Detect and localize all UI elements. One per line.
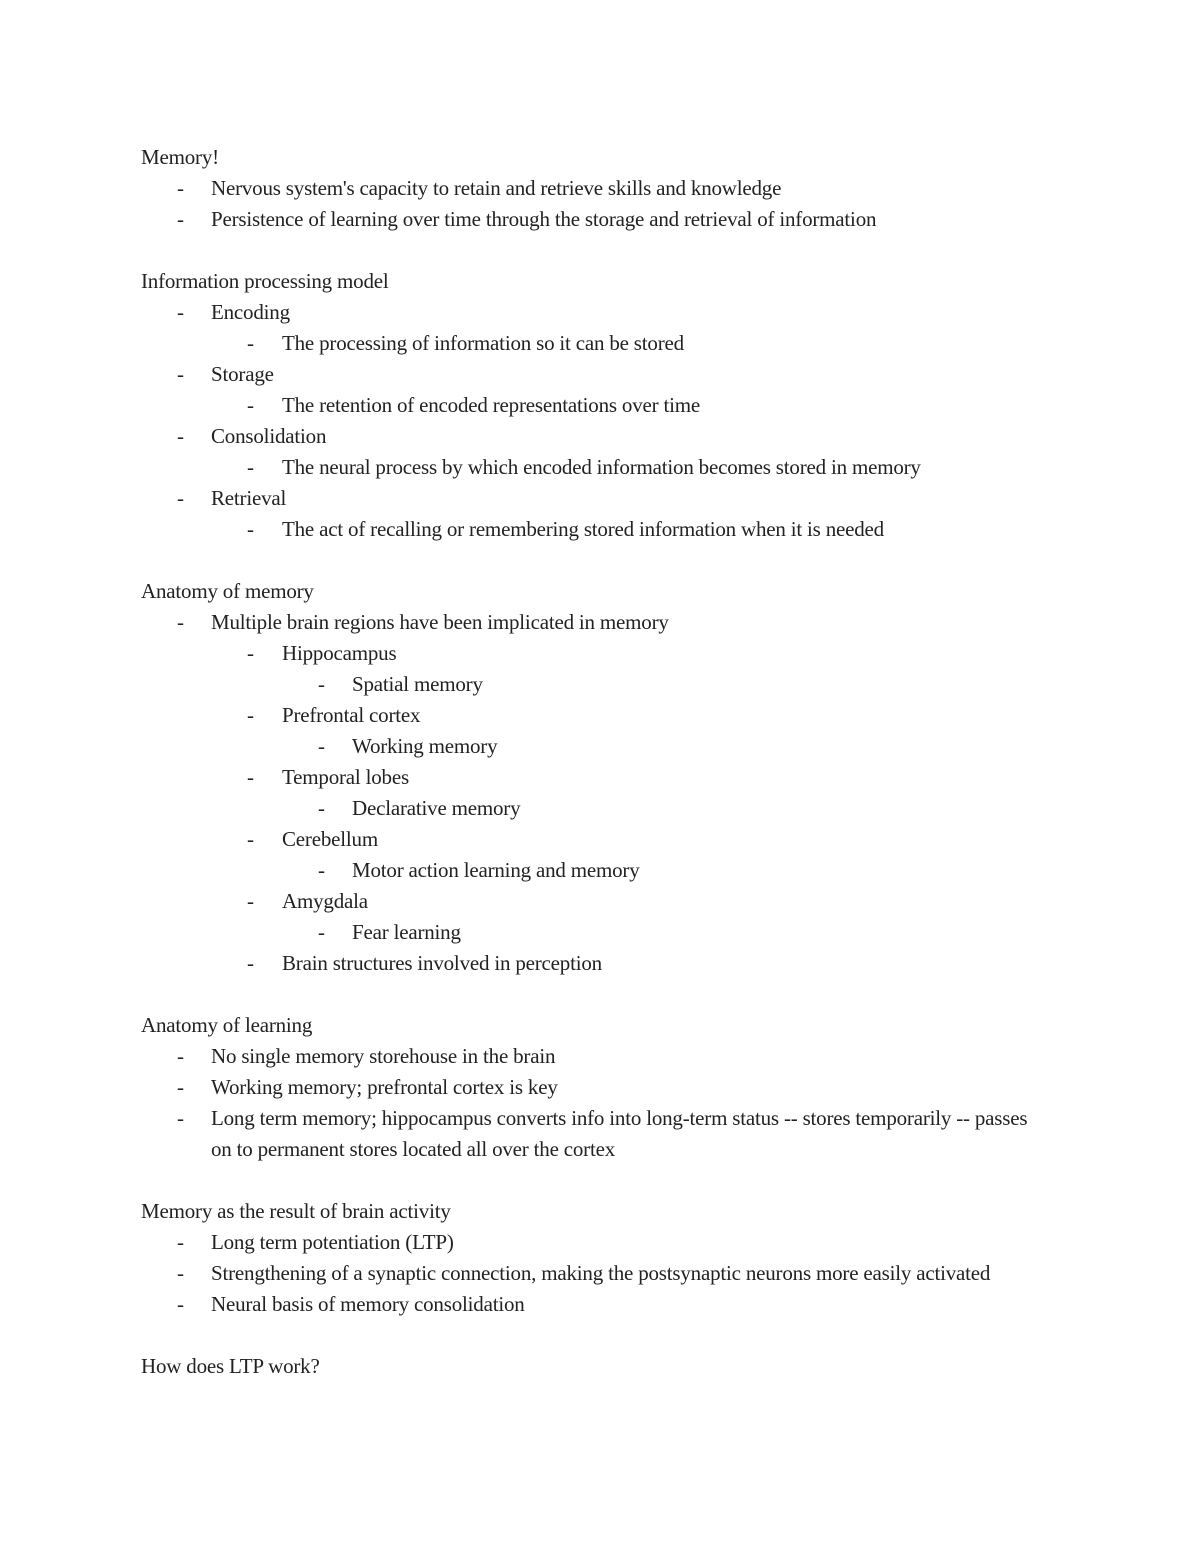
section-heading: How does LTP work?: [141, 1354, 320, 1378]
list-item: [141, 638, 1041, 669]
section-memory: [141, 142, 1041, 235]
bullet-dash: -: [177, 176, 184, 200]
list-item: [141, 917, 1041, 948]
list-item: [141, 886, 1041, 917]
bullet-dash: -: [177, 1075, 184, 1099]
bullet-dash: -: [247, 703, 254, 727]
bullet-dash: -: [177, 1044, 184, 1068]
section-anatomy-of-learning: [141, 1010, 1041, 1165]
list-item-text: Long term memory; hippocampus converts info into long-term status -- stores temporarily -- passes on to permanent stores located all over the cortex: [211, 1106, 1028, 1161]
section-heading: Anatomy of learning: [141, 1013, 313, 1037]
list-item: [141, 1258, 1041, 1289]
list-item-text: Long term potentiation (LTP): [211, 1230, 454, 1254]
section-heading: Anatomy of memory: [141, 579, 314, 603]
bullet-dash: -: [247, 889, 254, 913]
list-item-text: The retention of encoded representations over time: [282, 393, 700, 417]
list-item: [141, 731, 1041, 762]
bullet-dash: -: [247, 393, 254, 417]
list-item: [141, 669, 1041, 700]
list-item: [141, 824, 1041, 855]
list-item: [141, 793, 1041, 824]
list-item-text: Spatial memory: [352, 672, 483, 696]
section-heading: Memory as the result of brain activity: [141, 1199, 451, 1223]
list-item-text: Brain structures involved in perception: [282, 951, 602, 975]
list-item-text: Motor action learning and memory: [352, 858, 640, 882]
bullet-dash: -: [318, 672, 325, 696]
bullet-dash: -: [247, 641, 254, 665]
section-heading: Information processing model: [141, 269, 389, 293]
list-item-text: The processing of information so it can be stored: [282, 331, 684, 355]
list-item: [141, 452, 1041, 483]
bullet-dash: -: [247, 951, 254, 975]
list-item: [141, 1072, 1041, 1103]
list-item-text: Persistence of learning over time through the storage and retrieval of information: [211, 207, 877, 231]
list-item: [141, 173, 1041, 204]
bullet-dash: -: [177, 1106, 184, 1130]
bullet-dash: -: [318, 796, 325, 820]
bullet-dash: -: [177, 207, 184, 231]
bullet-dash: -: [318, 920, 325, 944]
bullet-dash: -: [247, 455, 254, 479]
section-heading: Memory!: [141, 145, 219, 169]
list-item: [141, 297, 1041, 328]
list-item: [141, 607, 1041, 638]
list-item-text: Consolidation: [211, 424, 327, 448]
list-item: [141, 700, 1041, 731]
list-item-text: Multiple brain regions have been implicated in memory: [211, 610, 669, 634]
list-item-text: Prefrontal cortex: [282, 703, 421, 727]
list-item-text: The neural process by which encoded information becomes stored in memory: [282, 455, 921, 479]
list-item-text: Strengthening of a synaptic connection, making the postsynaptic neurons more easily activated: [211, 1261, 991, 1285]
bullet-dash: -: [177, 1292, 184, 1316]
bullet-dash: -: [247, 827, 254, 851]
section-how-ltp-works: [141, 1351, 1041, 1382]
bullet-dash: -: [177, 486, 184, 510]
list-item: [141, 855, 1041, 886]
bullet-dash: -: [247, 331, 254, 355]
bullet-dash: -: [177, 1261, 184, 1285]
list-item: [141, 359, 1041, 390]
list-item: [141, 328, 1041, 359]
list-item-text: Working memory: [352, 734, 498, 758]
list-item: [141, 514, 1041, 545]
list-item: [141, 204, 1041, 235]
list-item-text: Temporal lobes: [282, 765, 409, 789]
section-information-processing-model: [141, 266, 1041, 545]
document-body: [141, 142, 1041, 1413]
list-item-text: Amygdala: [282, 889, 368, 913]
list-item-text: Hippocampus: [282, 641, 397, 665]
bullet-dash: -: [177, 1230, 184, 1254]
bullet-dash: -: [177, 300, 184, 324]
list-item-text: Encoding: [211, 300, 290, 324]
list-item: [141, 1289, 1041, 1320]
list-item: [141, 948, 1041, 979]
list-item-text: Retrieval: [211, 486, 287, 510]
list-item: [141, 1227, 1041, 1258]
section-memory-brain-activity: [141, 1196, 1041, 1320]
bullet-dash: -: [318, 858, 325, 882]
list-item-text: Storage: [211, 362, 274, 386]
list-item-text: Cerebellum: [282, 827, 378, 851]
list-item-text: Fear learning: [352, 920, 461, 944]
list-item-text: Declarative memory: [352, 796, 521, 820]
bullet-dash: -: [177, 610, 184, 634]
list-item-text: Working memory; prefrontal cortex is key: [211, 1075, 558, 1099]
list-item-text: Nervous system's capacity to retain and retrieve skills and knowledge: [211, 176, 782, 200]
list-item: [141, 390, 1041, 421]
list-item: [141, 1103, 1041, 1165]
list-item: [141, 421, 1041, 452]
bullet-dash: -: [177, 424, 184, 448]
section-anatomy-of-memory: [141, 576, 1041, 979]
bullet-dash: -: [247, 517, 254, 541]
bullet-dash: -: [318, 734, 325, 758]
list-item: [141, 483, 1041, 514]
list-item: [141, 1041, 1041, 1072]
bullet-dash: -: [177, 362, 184, 386]
list-item-text: Neural basis of memory consolidation: [211, 1292, 525, 1316]
list-item-text: No single memory storehouse in the brain: [211, 1044, 556, 1068]
list-item-text: The act of recalling or remembering stored information when it is needed: [282, 517, 884, 541]
bullet-dash: -: [247, 765, 254, 789]
list-item: [141, 762, 1041, 793]
